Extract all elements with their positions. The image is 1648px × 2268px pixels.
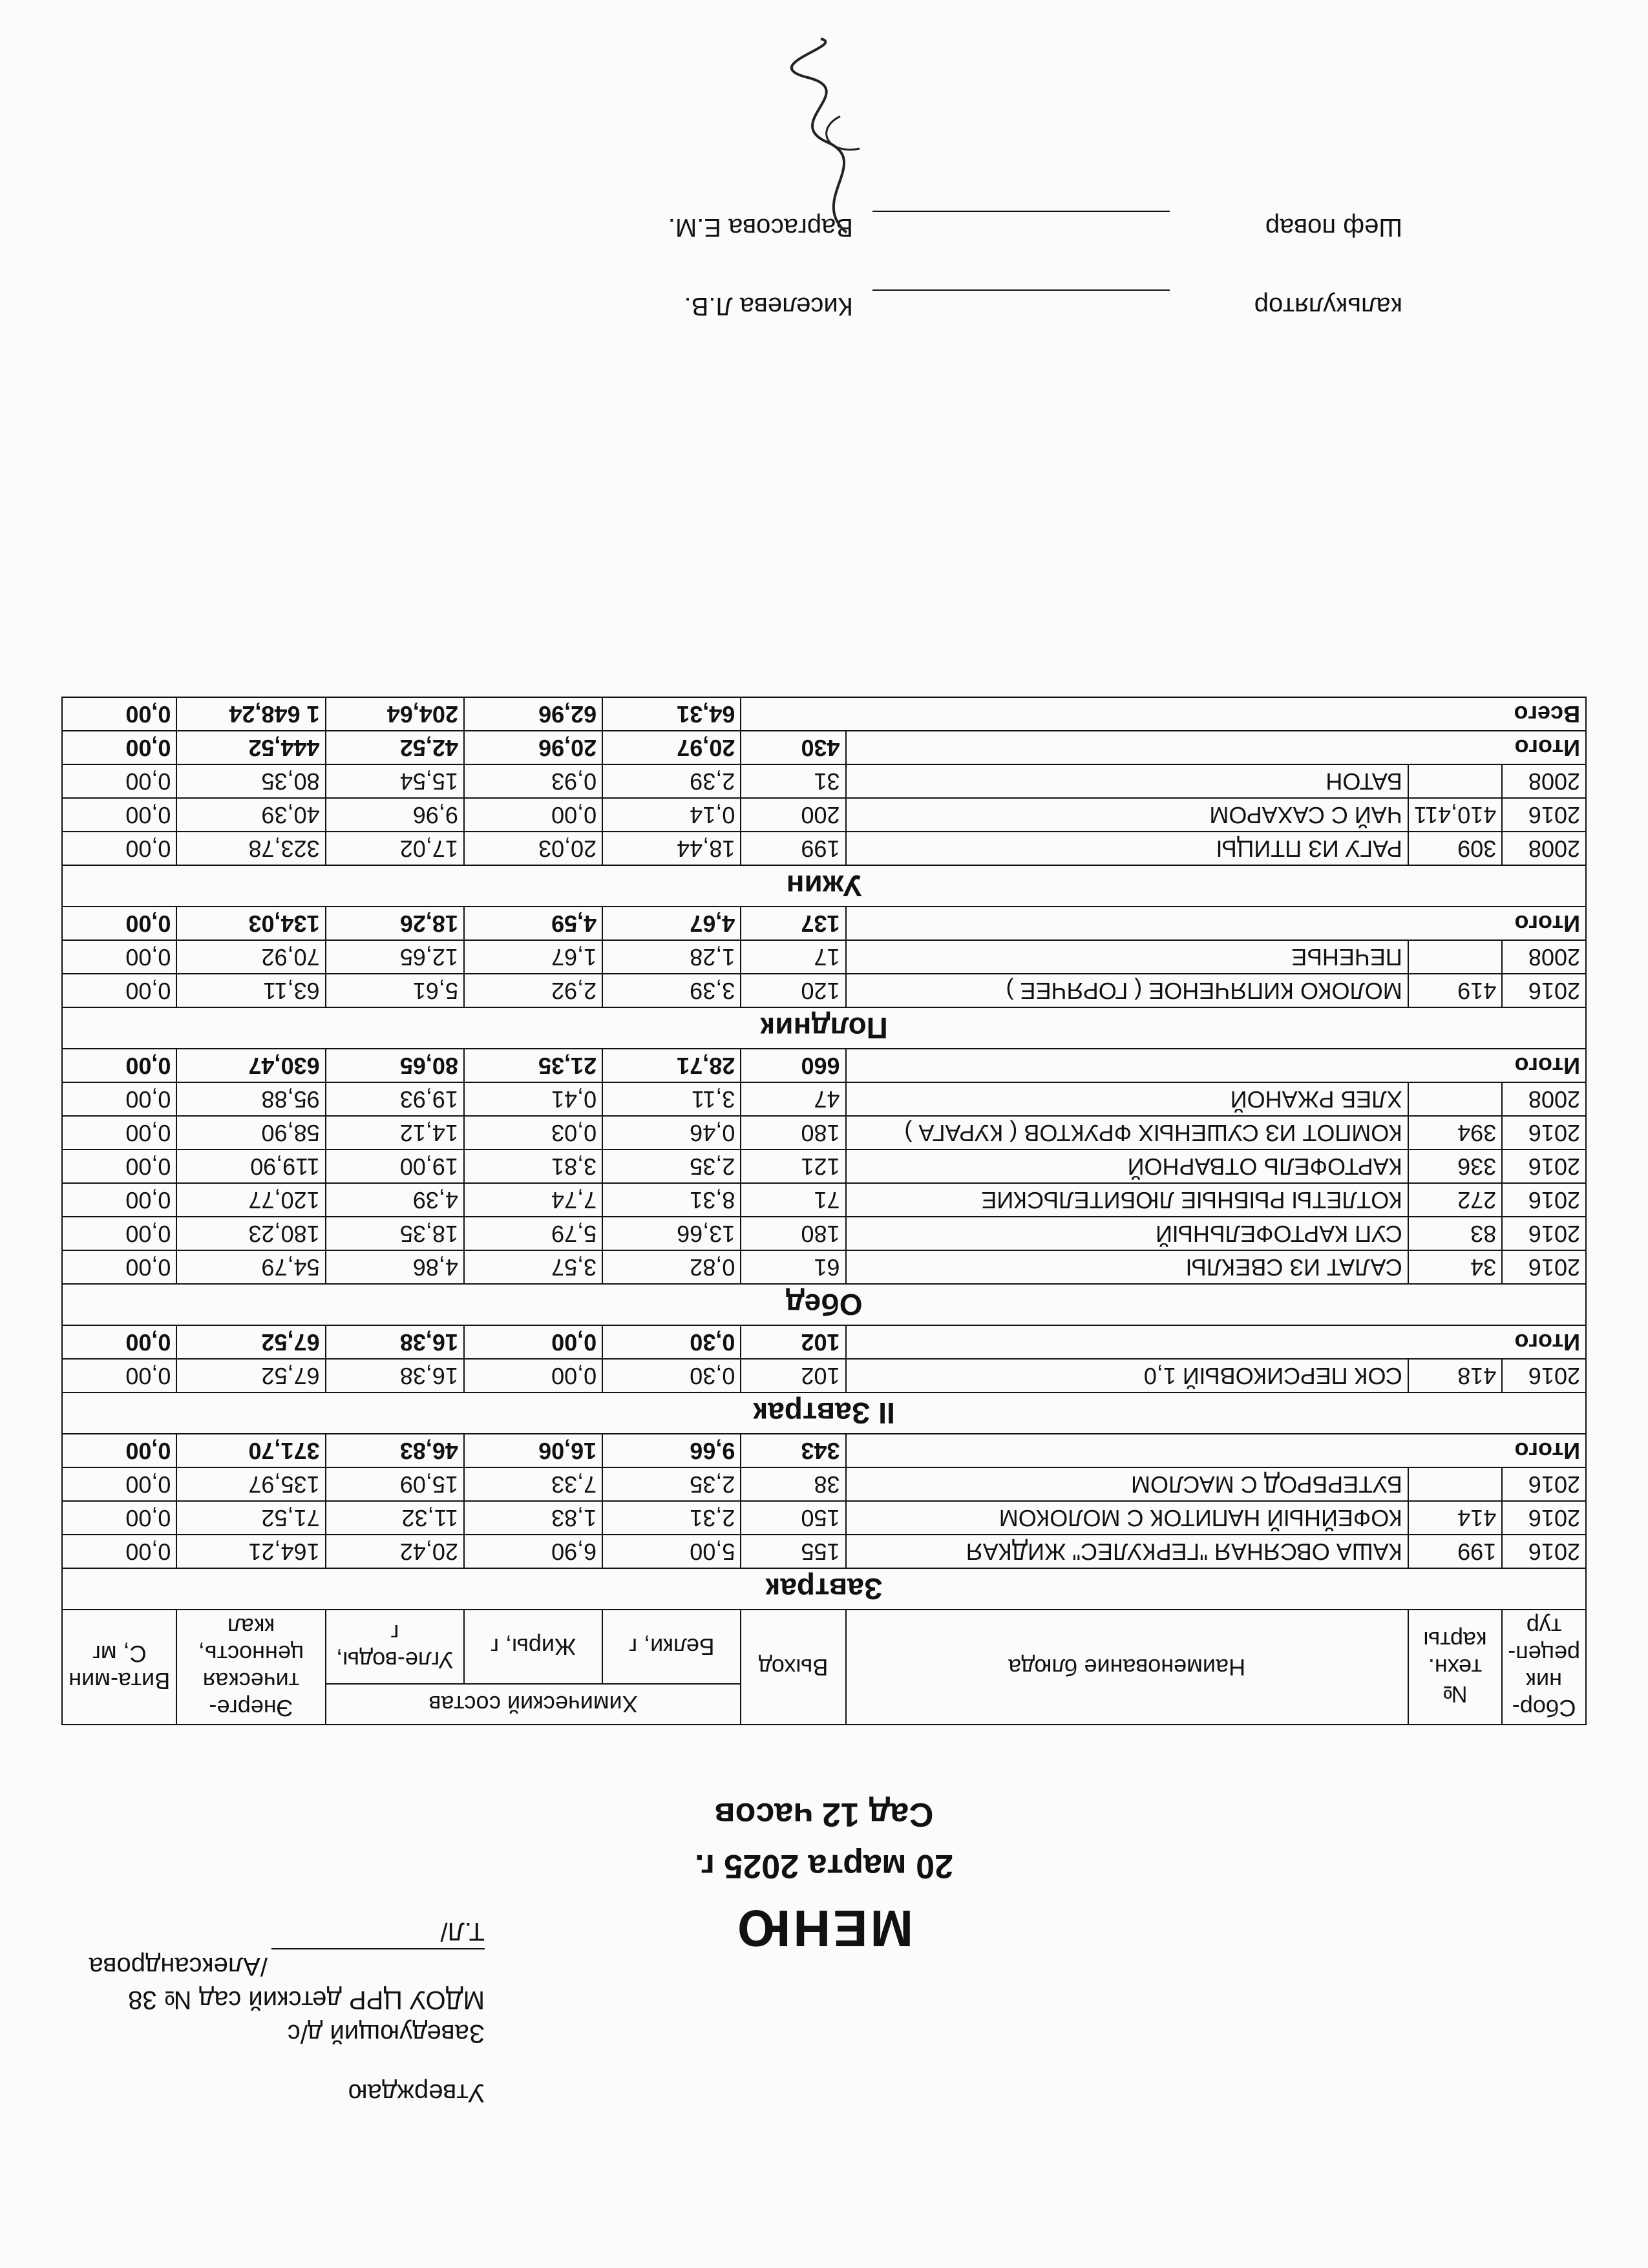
signature-row: [627, 289, 1402, 323]
table-row: [62, 832, 1586, 865]
institution-name: МДОУ ЦРР детский сад № 38: [128, 1986, 485, 2014]
meal-title: Завтрак: [62, 1568, 1586, 1610]
output-cell: 71: [741, 1183, 845, 1217]
carbs-cell: 15,09: [326, 1467, 464, 1501]
signature-name: Киселева Л.В.: [684, 292, 853, 320]
proteins-cell: 18,44: [602, 832, 741, 865]
signature-line: [872, 211, 1170, 238]
card-cell: 410,411: [1408, 798, 1502, 832]
fats-cell: 7,74: [464, 1183, 602, 1217]
dish-name-cell: ПЕЧЕНЬЕ: [846, 940, 1408, 974]
fats-cell: 7,33: [464, 1467, 602, 1501]
subtotal-energy: 371,70: [176, 1434, 325, 1467]
vitamin-cell: 0,00: [62, 1183, 176, 1217]
subtotal-proteins: 0,30: [602, 1325, 741, 1359]
proteins-cell: 0,30: [602, 1359, 741, 1392]
subtotal-carbs: 46,83: [326, 1434, 464, 1467]
subtotal-vitamin: 0,00: [62, 1434, 176, 1467]
proteins-cell: 0,46: [602, 1116, 741, 1150]
subtotal-output: 660: [741, 1049, 845, 1082]
handwritten-signature: [769, 32, 885, 239]
fats-cell: 0,41: [464, 1082, 602, 1116]
source-cell: 2016: [1502, 1250, 1586, 1284]
dish-name-cell: ХЛЕБ РЖАНОЙ: [846, 1082, 1408, 1116]
dish-name-cell: КОФЕЙНЫЙ НАПИТОК С МОЛОКОМ: [846, 1501, 1408, 1535]
signatures-block: [627, 165, 1402, 323]
proteins-cell: 13,66: [602, 1217, 741, 1250]
head-name: /Александрова Т.Л/: [89, 1917, 485, 1980]
energy-cell: 120,77: [176, 1183, 325, 1217]
grand-total-proteins: 64,31: [602, 697, 741, 731]
col-fats: Жиры, г: [464, 1610, 602, 1684]
card-cell: [1408, 1467, 1502, 1501]
table-row: [62, 1250, 1586, 1284]
subtotal-label: Итого: [846, 1325, 1586, 1359]
subtotal-energy: 134,03: [176, 907, 325, 940]
fats-cell: 3,81: [464, 1150, 602, 1183]
vitamin-cell: 0,00: [62, 1150, 176, 1183]
meal-title: Обед: [62, 1284, 1586, 1325]
proteins-cell: 1,28: [602, 940, 741, 974]
card-cell: 419: [1408, 974, 1502, 1007]
energy-cell: 58,90: [176, 1116, 325, 1150]
dish-name-cell: БАТОН: [846, 764, 1408, 798]
source-cell: 2016: [1502, 1183, 1586, 1217]
energy-cell: 80,35: [176, 764, 325, 798]
energy-cell: 135,97: [176, 1467, 325, 1501]
col-card: № техн. карты: [1408, 1610, 1502, 1725]
col-chem: Химический состав: [326, 1684, 741, 1725]
vitamin-cell: 0,00: [62, 1535, 176, 1568]
approved-label: Утверждаю: [348, 2079, 485, 2107]
proteins-cell: 2,39: [602, 764, 741, 798]
dish-name-cell: СОК ПЕРСИКОВЫЙ 1,0: [846, 1359, 1408, 1392]
meal-title: Ужин: [62, 865, 1586, 907]
meal-title-row: [62, 1284, 1586, 1325]
col-proteins: Белки, г: [602, 1610, 741, 1684]
dish-name-cell: РАГУ ИЗ ПТИЦЫ: [846, 832, 1408, 865]
table-row: [62, 940, 1586, 974]
title-block: [0, 1795, 1648, 1958]
grand-total-fats: 62,96: [464, 697, 602, 731]
output-cell: 121: [741, 1150, 845, 1183]
card-cell: 199: [1408, 1535, 1502, 1568]
vitamin-cell: 0,00: [62, 1217, 176, 1250]
source-cell: 2016: [1502, 1359, 1586, 1392]
carbs-cell: 19,00: [326, 1150, 464, 1183]
table-row: [62, 974, 1586, 1007]
signature-role: калькулятор: [1254, 292, 1402, 320]
signature-row: [627, 211, 1402, 244]
output-cell: 38: [741, 1467, 845, 1501]
signature-name: Варгасова Е.М.: [668, 213, 853, 242]
grand-total-label: Всего: [741, 697, 1586, 731]
table-row: [62, 1359, 1586, 1392]
fats-cell: 6,90: [464, 1535, 602, 1568]
carbs-cell: 17,02: [326, 832, 464, 865]
source-cell: 2016: [1502, 1150, 1586, 1183]
subtotal-fats: 4,59: [464, 907, 602, 940]
output-cell: 17: [741, 940, 845, 974]
energy-cell: 180,23: [176, 1217, 325, 1250]
subtotal-energy: 67,52: [176, 1325, 325, 1359]
card-cell: 394: [1408, 1116, 1502, 1150]
table-row: [62, 1183, 1586, 1217]
table-row: [62, 764, 1586, 798]
fats-cell: 3,57: [464, 1250, 602, 1284]
subtotal-carbs: 42,52: [326, 731, 464, 764]
subtotal-row: [62, 1049, 1586, 1082]
energy-cell: 119,90: [176, 1150, 325, 1183]
col-name: Наименование блюда: [846, 1610, 1408, 1725]
carbs-cell: 4,39: [326, 1183, 464, 1217]
carbs-cell: 19,93: [326, 1082, 464, 1116]
source-cell: 2016: [1502, 1501, 1586, 1535]
dish-name-cell: БУТЕРБРОД С МАСЛОМ: [846, 1467, 1408, 1501]
subtotal-vitamin: 0,00: [62, 907, 176, 940]
subtotal-label: Итого: [846, 731, 1586, 764]
meal-title-row: [62, 1007, 1586, 1049]
energy-cell: 67,52: [176, 1359, 325, 1392]
fats-cell: 1,83: [464, 1501, 602, 1535]
carbs-cell: 15,54: [326, 764, 464, 798]
grand-total-energy: 1 648,24: [176, 697, 325, 731]
carbs-cell: 18,35: [326, 1217, 464, 1250]
card-cell: [1408, 764, 1502, 798]
proteins-cell: 0,82: [602, 1250, 741, 1284]
col-energy: Энерге-тическая ценность, ккал: [176, 1610, 325, 1725]
carbs-cell: 16,38: [326, 1359, 464, 1392]
subtotal-fats: 21,35: [464, 1049, 602, 1082]
source-cell: 2016: [1502, 1217, 1586, 1250]
proteins-cell: 2,35: [602, 1467, 741, 1501]
table-row: [62, 798, 1586, 832]
subtotal-carbs: 80,65: [326, 1049, 464, 1082]
table-row: [62, 1150, 1586, 1183]
page-title: МЕНЮ: [734, 1900, 914, 1957]
output-cell: 180: [741, 1217, 845, 1250]
dish-name-cell: КОМПОТ ИЗ СУШЕНЫХ ФРУКТОВ ( КУРАГА ): [846, 1116, 1408, 1150]
fats-cell: 0,03: [464, 1116, 602, 1150]
dish-name-cell: САЛАТ ИЗ СВЕКЛЫ: [846, 1250, 1408, 1284]
card-cell: 414: [1408, 1501, 1502, 1535]
carbs-cell: 9,96: [326, 798, 464, 832]
vitamin-cell: 0,00: [62, 764, 176, 798]
proteins-cell: 8,31: [602, 1183, 741, 1217]
card-cell: [1408, 940, 1502, 974]
subtotal-vitamin: 0,00: [62, 1049, 176, 1082]
menu-body: [62, 697, 1586, 1610]
fats-cell: 0,00: [464, 1359, 602, 1392]
vitamin-cell: 0,00: [62, 832, 176, 865]
vitamin-cell: 0,00: [62, 1359, 176, 1392]
fats-cell: 0,00: [464, 798, 602, 832]
subtotal-row: [62, 731, 1586, 764]
meal-title: Полдник: [62, 1007, 1586, 1049]
vitamin-cell: 0,00: [62, 1501, 176, 1535]
meal-title-row: [62, 1568, 1586, 1610]
subtotal-proteins: 9,66: [602, 1434, 741, 1467]
col-source: Сбор-ник рецеп-тур: [1502, 1610, 1586, 1725]
subtotal-label: Итого: [846, 1049, 1586, 1082]
grand-total-row: [62, 697, 1586, 731]
table-row: [62, 1501, 1586, 1535]
card-cell: [1408, 1082, 1502, 1116]
meal-title: II Завтрак: [62, 1392, 1586, 1434]
subtotal-label: Итого: [846, 907, 1586, 940]
fats-cell: 2,92: [464, 974, 602, 1007]
vitamin-cell: 0,00: [62, 974, 176, 1007]
card-cell: 418: [1408, 1359, 1502, 1392]
vitamin-cell: 0,00: [62, 940, 176, 974]
table-header-row: [62, 1684, 1586, 1725]
vitamin-cell: 0,00: [62, 1082, 176, 1116]
col-output: Выход: [741, 1610, 845, 1725]
subtotal-proteins: 4,67: [602, 907, 741, 940]
subtotal-energy: 444,52: [176, 731, 325, 764]
source-cell: 2016: [1502, 974, 1586, 1007]
grand-total-carbs: 204,64: [326, 697, 464, 731]
source-cell: 2016: [1502, 1535, 1586, 1568]
proteins-cell: 2,31: [602, 1501, 741, 1535]
output-cell: 180: [741, 1116, 845, 1150]
output-cell: 155: [741, 1535, 845, 1568]
subtotal-row: [62, 907, 1586, 940]
dish-name-cell: КАРТОФЕЛЬ ОТВАРНОЙ: [846, 1150, 1408, 1183]
signature-role: Шеф повар: [1265, 213, 1402, 242]
energy-cell: 323,78: [176, 832, 325, 865]
subtotal-proteins: 28,71: [602, 1049, 741, 1082]
carbs-cell: 4,86: [326, 1250, 464, 1284]
proteins-cell: 5,00: [602, 1535, 741, 1568]
carbs-cell: 5,61: [326, 974, 464, 1007]
table-row: [62, 1217, 1586, 1250]
card-cell: 272: [1408, 1183, 1502, 1217]
output-cell: 47: [741, 1082, 845, 1116]
col-carbs: Угле-воды, г: [326, 1610, 464, 1684]
energy-cell: 63,11: [176, 974, 325, 1007]
head-title: Заведующий д/с: [287, 2019, 485, 2048]
subtotal-energy: 630,47: [176, 1049, 325, 1082]
dish-name-cell: СУП КАРТОФЕЛЬНЫЙ: [846, 1217, 1408, 1250]
carbs-cell: 14,12: [326, 1116, 464, 1150]
proteins-cell: 3,39: [602, 974, 741, 1007]
fats-cell: 0,93: [464, 764, 602, 798]
source-cell: 2008: [1502, 940, 1586, 974]
subtotal-output: 430: [741, 731, 845, 764]
dish-name-cell: МОЛОКО КИПЯЧЕНОЕ ( ГОРЯЧЕЕ ): [846, 974, 1408, 1007]
output-cell: 200: [741, 798, 845, 832]
subtotal-row: [62, 1325, 1586, 1359]
source-cell: 2008: [1502, 764, 1586, 798]
table-row: [62, 1116, 1586, 1150]
menu-table: [61, 697, 1587, 1725]
subtotal-vitamin: 0,00: [62, 1325, 176, 1359]
output-cell: 61: [741, 1250, 845, 1284]
energy-cell: 71,52: [176, 1501, 325, 1535]
output-cell: 150: [741, 1501, 845, 1535]
meal-title-row: [62, 865, 1586, 907]
table-row: [62, 1467, 1586, 1501]
subtotal-label: Итого: [846, 1434, 1586, 1467]
fats-cell: 20,03: [464, 832, 602, 865]
subtotal-output: 102: [741, 1325, 845, 1359]
vitamin-cell: 0,00: [62, 1467, 176, 1501]
subtotal-carbs: 18,26: [326, 907, 464, 940]
source-cell: 2016: [1502, 798, 1586, 832]
dish-name-cell: КОТЛЕТЫ РЫБНЫЕ ЛЮБИТЕЛЬСКИЕ: [846, 1183, 1408, 1217]
col-vitamin: Вита-мин С, мг: [62, 1610, 176, 1725]
energy-cell: 95,88: [176, 1082, 325, 1116]
fats-cell: 5,79: [464, 1217, 602, 1250]
carbs-cell: 20,42: [326, 1535, 464, 1568]
card-cell: 83: [1408, 1217, 1502, 1250]
subtotal-row: [62, 1434, 1586, 1467]
carbs-cell: 11,32: [326, 1501, 464, 1535]
card-cell: 336: [1408, 1150, 1502, 1183]
vitamin-cell: 0,00: [62, 1116, 176, 1150]
table-row: [62, 1082, 1586, 1116]
fats-cell: 1,67: [464, 940, 602, 974]
source-cell: 2016: [1502, 1467, 1586, 1501]
energy-cell: 40,39: [176, 798, 325, 832]
table-row: [62, 1535, 1586, 1568]
carbs-cell: 12,65: [326, 940, 464, 974]
subtotal-output: 137: [741, 907, 845, 940]
proteins-cell: 2,35: [602, 1150, 741, 1183]
source-cell: 2016: [1502, 1116, 1586, 1150]
source-cell: 2008: [1502, 832, 1586, 865]
card-cell: 34: [1408, 1250, 1502, 1284]
vitamin-cell: 0,00: [62, 1250, 176, 1284]
signature-line: [872, 289, 1170, 317]
energy-cell: 54,79: [176, 1250, 325, 1284]
vitamin-cell: 0,00: [62, 798, 176, 832]
dish-name-cell: ЧАЙ С САХАРОМ: [846, 798, 1408, 832]
subtotal-proteins: 20,97: [602, 731, 741, 764]
energy-cell: 164,21: [176, 1535, 325, 1568]
subtotal-fats: 20,96: [464, 731, 602, 764]
meal-title-row: [62, 1392, 1586, 1434]
grand-total-vitamin: 0,00: [62, 697, 176, 731]
card-cell: 309: [1408, 832, 1502, 865]
energy-cell: 70,92: [176, 940, 325, 974]
subtotal-fats: 16,06: [464, 1434, 602, 1467]
source-cell: 2008: [1502, 1082, 1586, 1116]
output-cell: 31: [741, 764, 845, 798]
subtotal-carbs: 16,38: [326, 1325, 464, 1359]
dish-name-cell: КАША ОВСЯНАЯ "ГЕРКУЛЕС" ЖИДКАЯ: [846, 1535, 1408, 1568]
proteins-cell: 0,14: [602, 798, 741, 832]
output-cell: 102: [741, 1359, 845, 1392]
age-group: Сад 12 часов: [714, 1796, 934, 1833]
subtotal-vitamin: 0,00: [62, 731, 176, 764]
subtotal-output: 343: [741, 1434, 845, 1467]
menu-date: 20 марта 2025 г.: [695, 1847, 953, 1885]
output-cell: 120: [741, 974, 845, 1007]
output-cell: 199: [741, 832, 845, 865]
proteins-cell: 3,11: [602, 1082, 741, 1116]
subtotal-fats: 0,00: [464, 1325, 602, 1359]
